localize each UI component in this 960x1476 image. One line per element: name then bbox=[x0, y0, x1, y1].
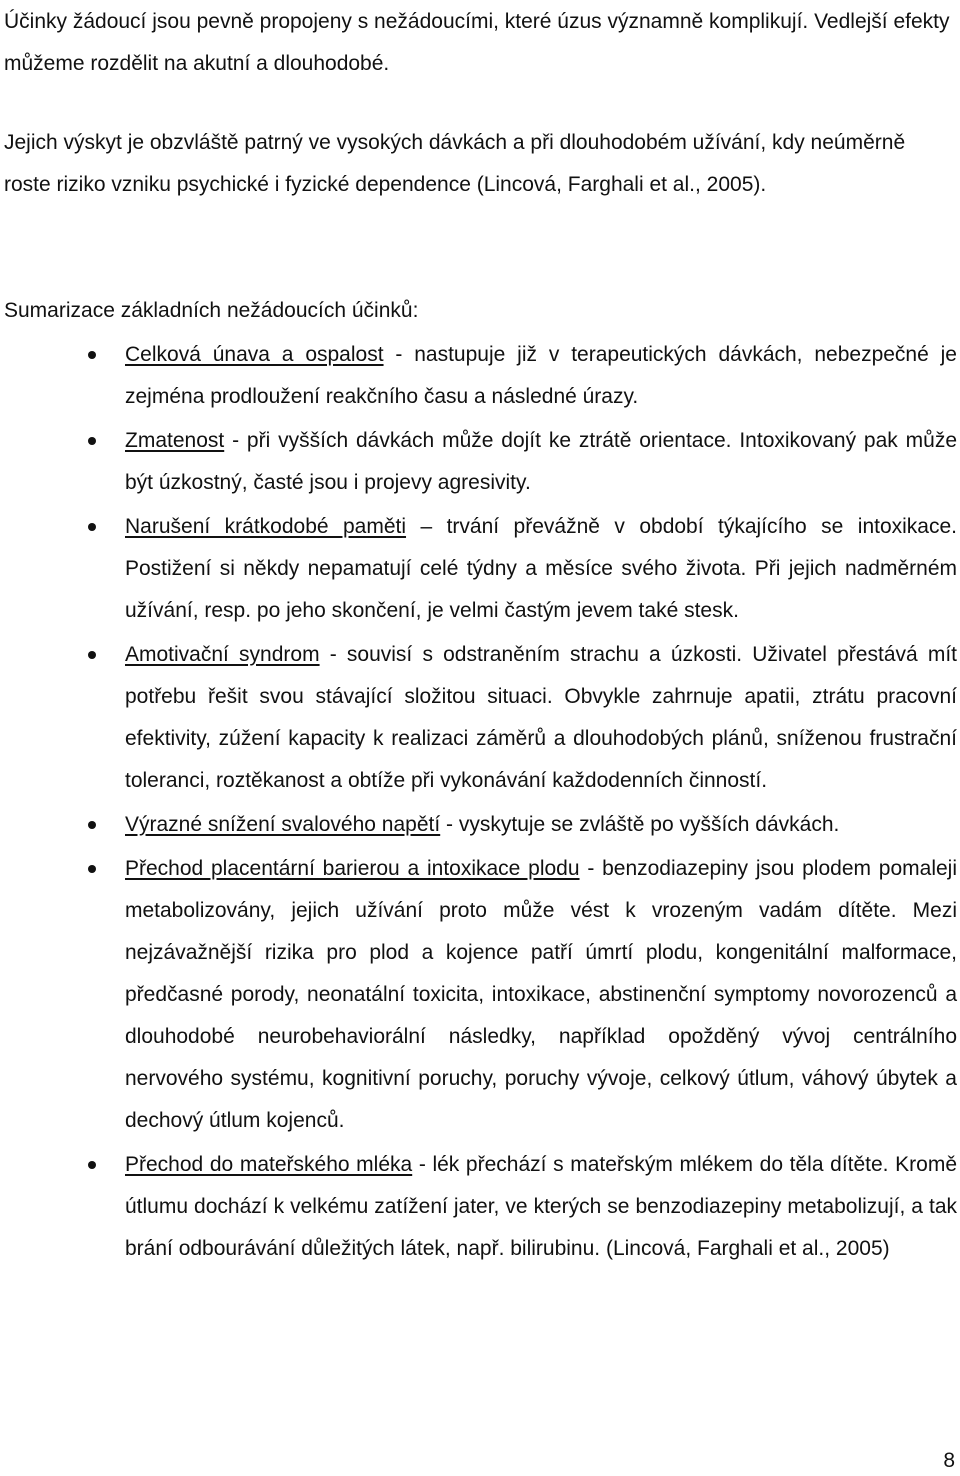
bullet-icon bbox=[88, 437, 96, 445]
list-item-text: - lék přechází s mateřským mlékem do těla dítěte. Kromě útlumu dochází k velkému zatížení jater, ve kterých se benzodiazepiny metabolizují, a tak brání odbourávání důležitých látek, např. bilirubinu. (Lincová, Farghali et al., 2005) bbox=[125, 1153, 958, 1260]
list-item-text: – trvání převážně v období týkajícího se intoxikace. Postižení si někdy nepamatují celé týdny a měsíce svého života. Při jejich nadměrném užívání, resp. po jeho skončení, je velmi častým jevem také stesk. bbox=[125, 515, 957, 622]
page-number: 8 bbox=[943, 1449, 955, 1472]
bullet-icon bbox=[88, 1161, 96, 1169]
list-item-placenta bbox=[0, 848, 957, 1142]
side-effects-list bbox=[0, 334, 960, 1272]
bullet-icon bbox=[88, 351, 96, 359]
list-item-term: Amotivační syndrom bbox=[125, 643, 320, 666]
list-item-memory bbox=[0, 506, 957, 632]
bullet-icon bbox=[88, 523, 96, 531]
list-item-confusion bbox=[0, 420, 957, 504]
list-item-term: Narušení krátkodobé paměti bbox=[125, 515, 407, 538]
list-item-amotivation bbox=[0, 634, 957, 802]
paragraph-intro: Účinky žádoucí jsou pevně propojeny s nežádoucími, které úzus významně komplikují. Vedlejší efekty můžeme rozdělit na akutní a dlouhodobé. bbox=[4, 10, 950, 75]
bullet-icon bbox=[88, 865, 96, 873]
bullet-icon bbox=[88, 651, 96, 659]
paragraph-dependence: Jejich výskyt je obzvláště patrný ve vysokých dávkách a při dlouhodobém užívání, kdy neúměrně roste riziko vzniku psychické i fyzické dependence (Lincová, Farghali et al., 2005). bbox=[4, 131, 906, 196]
list-item-breast-milk bbox=[0, 1144, 957, 1270]
list-item-term: Výrazné snížení svalového napětí bbox=[125, 813, 441, 836]
list-item-text: - vyskytuje se zvláště po vyšších dávkách. bbox=[440, 813, 840, 836]
list-item-text: - souvisí s odstraněním strachu a úzkosti. Uživatel přestává mít potřebu řešit svou stávající složitou situaci. Obvykle zahrnuje apatii, ztrátu pracovní efektivity, zúžení kapacity k realizaci záměrů a dlouhodobých plánů, sníženou frustrační toleranci, roztěkanost a obtíže při vykonávání každodenních činností. bbox=[125, 643, 958, 792]
list-item-text: - benzodiazepiny jsou plodem pomaleji metabolizovány, jejich užívání proto může vést k vrozeným vadám dítěte. Mezi nejzávažnější rizika pro plod a kojence patří úmrtí plodu, kongenitální malformace, předčasné porody, neonatální toxicita, intoxikace, abstinenční symptomy novorozenců a dlouhodobé neurobehaviorální následky, například opožděný vývoj centrálního nervového systému, kognitivní poruchy, poruchy vývoje, celkový útlum, váhový úbytek a dechový útlum kojenců. bbox=[125, 857, 957, 1132]
list-item-muscle-tension bbox=[0, 804, 957, 846]
list-item-term: Přechod placentární barierou a intoxikace plodu bbox=[125, 857, 580, 880]
list-item-term: Přechod do mateřského mléka bbox=[125, 1153, 413, 1176]
list-item-fatigue bbox=[0, 334, 957, 418]
paragraph-summary-heading: Sumarizace základních nežádoucích účinků: bbox=[4, 299, 419, 322]
list-item-text: - při vyšších dávkách může dojít ke ztrátě orientace. Intoxikovaný pak může být úzkostný, časté jsou i projevy agresivity. bbox=[125, 429, 957, 494]
list-item-term: Celková únava a ospalost bbox=[125, 343, 384, 366]
bullet-icon bbox=[88, 821, 96, 829]
list-item-term: Zmatenost bbox=[125, 429, 225, 452]
list-item-text: - nastupuje již v terapeutických dávkách, nebezpečné je zejména prodloužení reakčního času a následné úrazy. bbox=[125, 343, 957, 408]
